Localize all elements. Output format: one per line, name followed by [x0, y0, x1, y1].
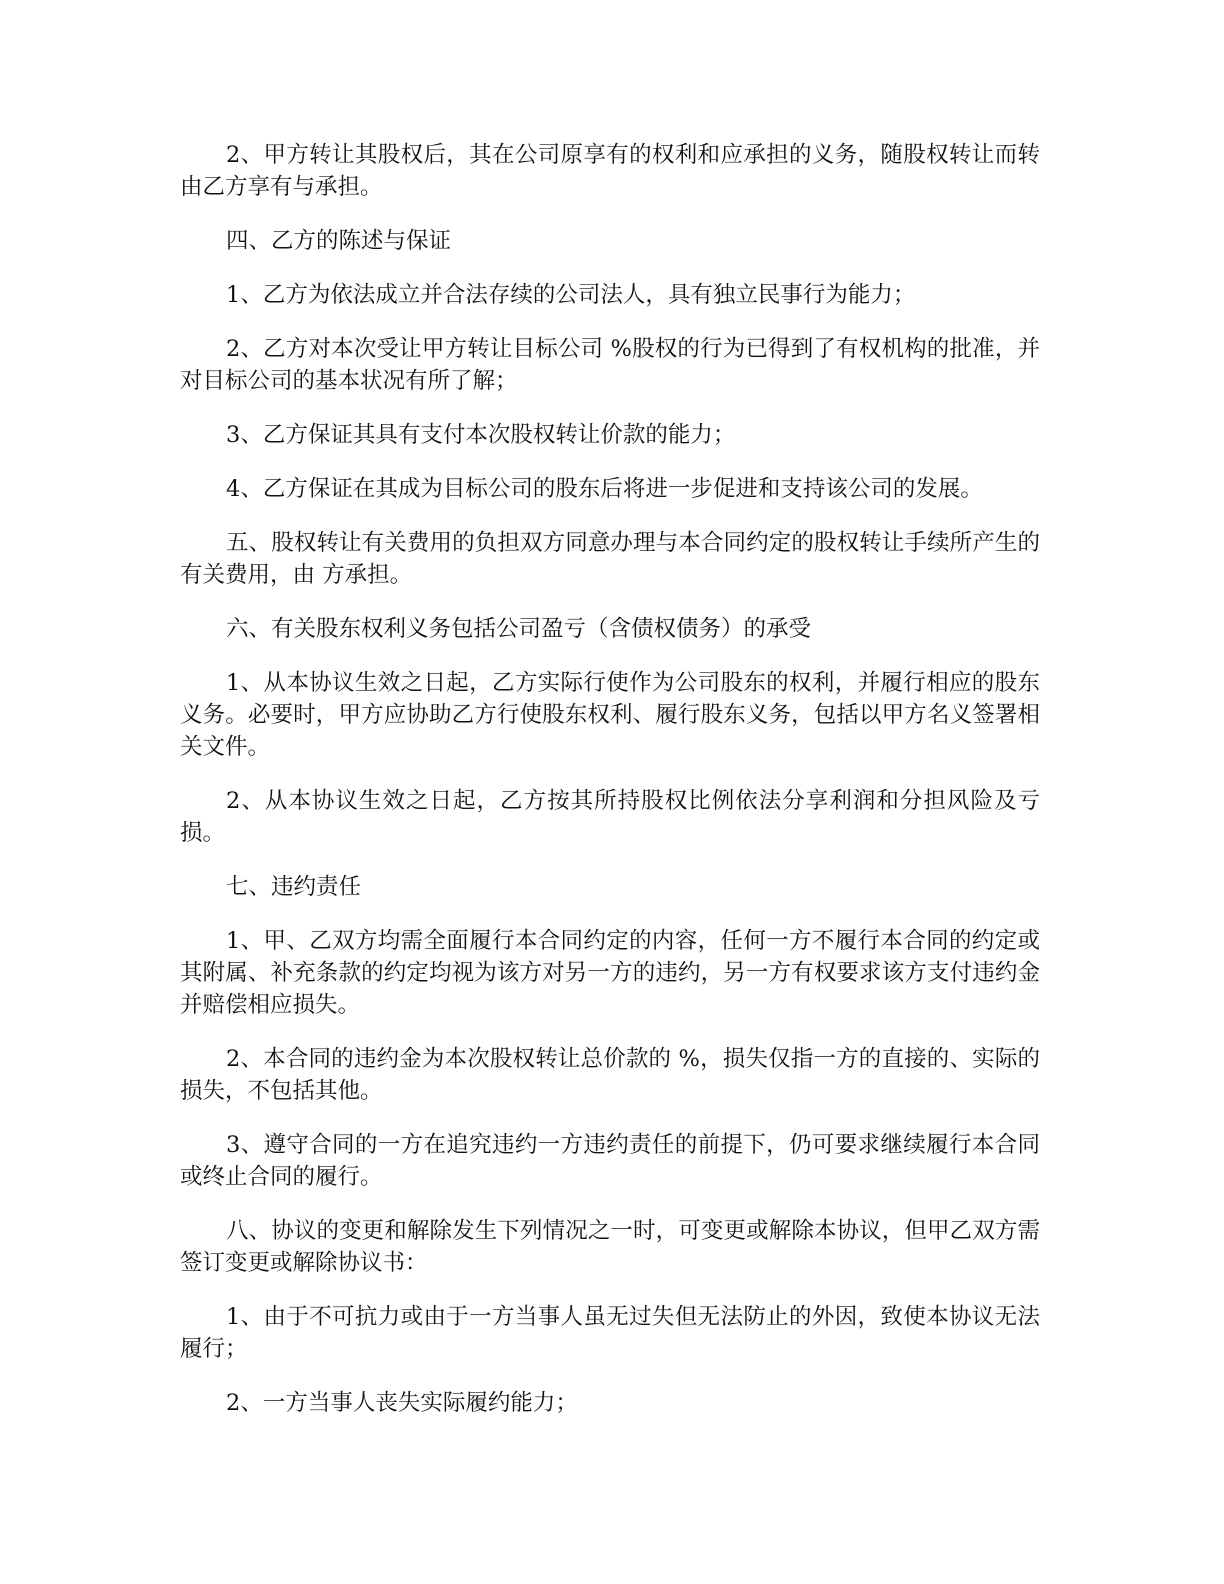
section-heading-transfer-fees: 五、股权转让有关费用的负担双方同意办理与本合同约定的股权转让手续所产生的有关费用，由 方承担。 [180, 530, 1040, 588]
section-heading-breach-liability: 七、违约责任 [226, 874, 362, 900]
paragraph-profit-sharing: 2、从本协议生效之日起，乙方按其所持股权比例依法分享利润和分担风险及亏损。 [180, 788, 1040, 846]
paragraph-party-b-support: 4、乙方保证在其成为目标公司的股东后将进一步促进和支持该公司的发展。 [226, 476, 983, 502]
paragraph-party-b-legal-entity: 1、乙方为依法成立并合法存续的公司法人，具有独立民事行为能力； [226, 282, 916, 308]
paragraph-equity-transfer-rights: 2、甲方转让其股权后，其在公司原享有的权利和应承担的义务，随股权转让而转由乙方享有与承担。 [180, 142, 1040, 200]
section-heading-shareholder-rights: 六、有关股东权利义务包括公司盈亏（含债权债务）的承受 [226, 616, 812, 642]
section-heading-modification-termination: 八、协议的变更和解除发生下列情况之一时，可变更或解除本协议，但甲乙双方需签订变更或解除协议书： [180, 1218, 1040, 1276]
section-heading-party-b-representations: 四、乙方的陈述与保证 [226, 228, 452, 254]
paragraph-penalty-amount: 2、本合同的违约金为本次股权转让总价款的 %，损失仅指一方的直接的、实际的损失，不包括其他。 [180, 1046, 1040, 1104]
paragraph-party-b-approval: 2、乙方对本次受让甲方转让目标公司 %股权的行为已得到了有权机构的批准，并对目标公司的基本状况有所了解； [180, 336, 1040, 394]
paragraph-party-b-payment-ability: 3、乙方保证其具有支付本次股权转让价款的能力； [226, 422, 736, 448]
paragraph-continued-performance: 3、遵守合同的一方在追究违约一方违约责任的前提下，仍可要求继续履行本合同或终止合同的履行。 [180, 1132, 1040, 1190]
paragraph-loss-of-capacity: 2、一方当事人丧失实际履约能力； [226, 1390, 578, 1416]
paragraph-force-majeure: 1、由于不可抗力或由于一方当事人虽无过失但无法防止的外因，致使本协议无法履行； [180, 1304, 1040, 1362]
paragraph-shareholder-obligations: 1、从本协议生效之日起，乙方实际行使作为公司股东的权利，并履行相应的股东义务。必要时，甲方应协助乙方行使股东权利、履行股东义务，包括以甲方名义签署相关文件。 [180, 670, 1040, 760]
document-body [180, 139, 1040, 1419]
paragraph-breach-definition: 1、甲、乙双方均需全面履行本合同约定的内容，任何一方不履行本合同的约定或其附属、补充条款的约定均视为该方对另一方的违约，另一方有权要求该方支付违约金并赔偿相应损失。 [180, 928, 1040, 1018]
